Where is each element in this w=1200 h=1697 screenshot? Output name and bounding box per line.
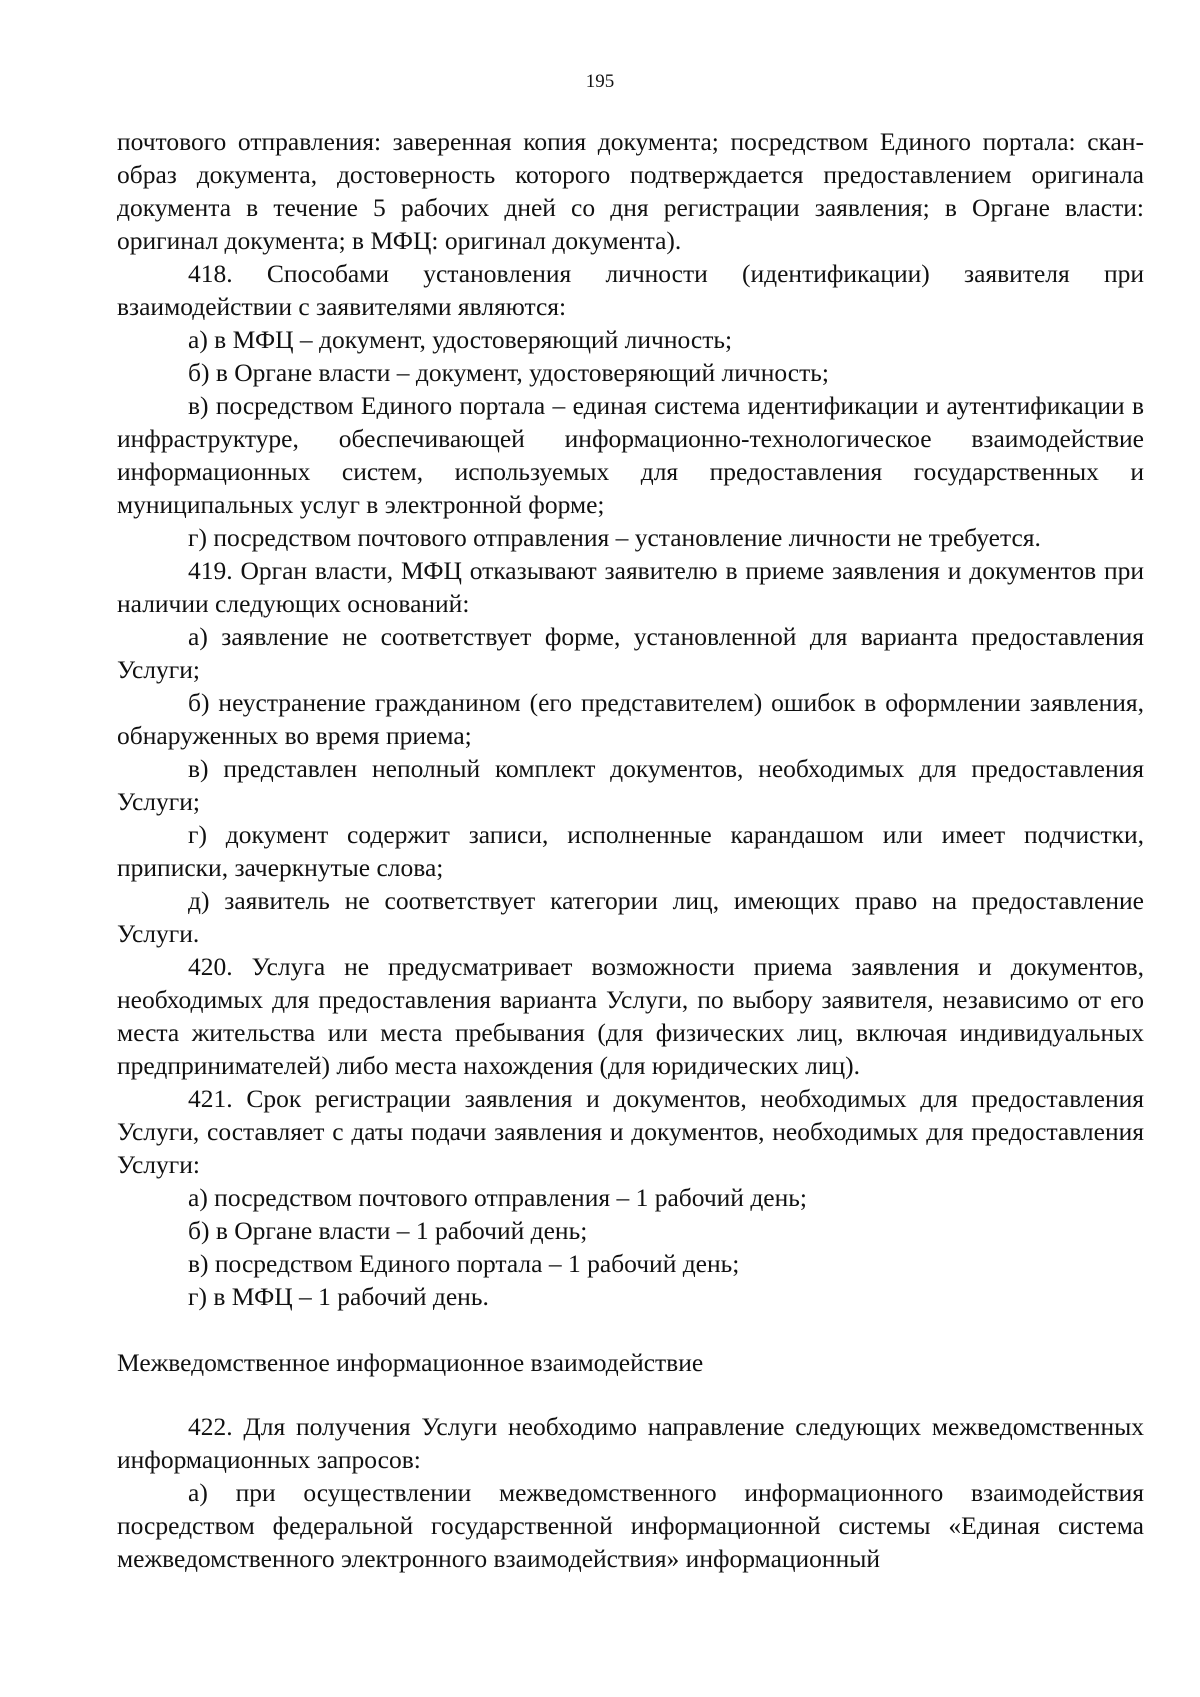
list-item-418-v: в) посредством Единого портала – единая система идентификации и аутентификации в инфраструктуре, обеспечивающей информационно-технологическое взаимодействие информационных систем, используемых для предоставления государственных и муниципальных услуг в электронной форме; xyxy=(117,391,1144,519)
list-item-421-v: в) посредством Единого портала – 1 рабочий день; xyxy=(188,1249,740,1278)
list-item-422-a: а) при осуществлении межведомственного информационного взаимодействия посредством федеральной государственной информационной системы «Единая система межведомственного электронного взаимодействия» информационный xyxy=(117,1478,1144,1573)
paragraph-421: 421. Срок регистрации заявления и документов, необходимых для предоставления Услуги, составляет с даты подачи заявления и документов, необходимых для предоставления Услуги: xyxy=(117,1084,1144,1179)
list-item-421-b: б) в Органе власти – 1 рабочий день; xyxy=(188,1216,588,1245)
paragraph-419: 419. Орган власти, МФЦ отказывают заявителю в приеме заявления и документов при наличии следующих оснований: xyxy=(117,556,1144,618)
paragraph-422: 422. Для получения Услуги необходимо направление следующих межведомственных информационных запросов: xyxy=(117,1412,1144,1474)
list-item-418-a: а) в МФЦ – документ, удостоверяющий личность; xyxy=(188,325,733,354)
document-body xyxy=(117,125,1144,1575)
list-item-421-a: а) посредством почтового отправления – 1 рабочий день; xyxy=(188,1183,807,1212)
section-heading: Межведомственное информационное взаимодействие xyxy=(117,1348,704,1377)
list-item-421-g: г) в МФЦ – 1 рабочий день. xyxy=(188,1282,489,1311)
paragraph-418: 418. Способами установления личности (идентификации) заявителя при взаимодействии с заявителями являются: xyxy=(117,259,1144,321)
list-item-419-b: б) неустранение гражданином (его представителем) ошибок в оформлении заявления, обнаруженных во время приема; xyxy=(117,688,1144,750)
page-number: 195 xyxy=(585,71,615,92)
list-item-419-a: а) заявление не соответствует форме, установленной для варианта предоставления Услуги; xyxy=(117,622,1144,684)
paragraph-420: 420. Услуга не предусматривает возможности приема заявления и документов, необходимых для предоставления варианта Услуги, по выбору заявителя, независимо от его места жительства или места пребывания (для физических лиц, включая индивидуальных предпринимателей) либо места нахождения (для юридических лиц). xyxy=(117,952,1144,1080)
paragraph-continuation: почтового отправления: заверенная копия документа; посредством Единого портала: скан-образ документа, достоверность которого подтверждается предоставлением оригинала документа в течение 5 рабочих дней со дня регистрации заявления; в Органе власти: оригинал документа; в МФЦ: оригинал документа). xyxy=(117,127,1144,255)
list-item-418-b: б) в Органе власти – документ, удостоверяющий личность; xyxy=(188,358,829,387)
list-item-419-d: д) заявитель не соответствует категории лиц, имеющих право на предоставление Услуги. xyxy=(117,886,1144,948)
list-item-419-g: г) документ содержит записи, исполненные карандашом или имеет подчистки, приписки, зачеркнутые слова; xyxy=(117,820,1144,882)
list-item-418-g: г) посредством почтового отправления – установление личности не требуется. xyxy=(188,523,1041,552)
list-item-419-v: в) представлен неполный комплект документов, необходимых для предоставления Услуги; xyxy=(117,754,1144,816)
